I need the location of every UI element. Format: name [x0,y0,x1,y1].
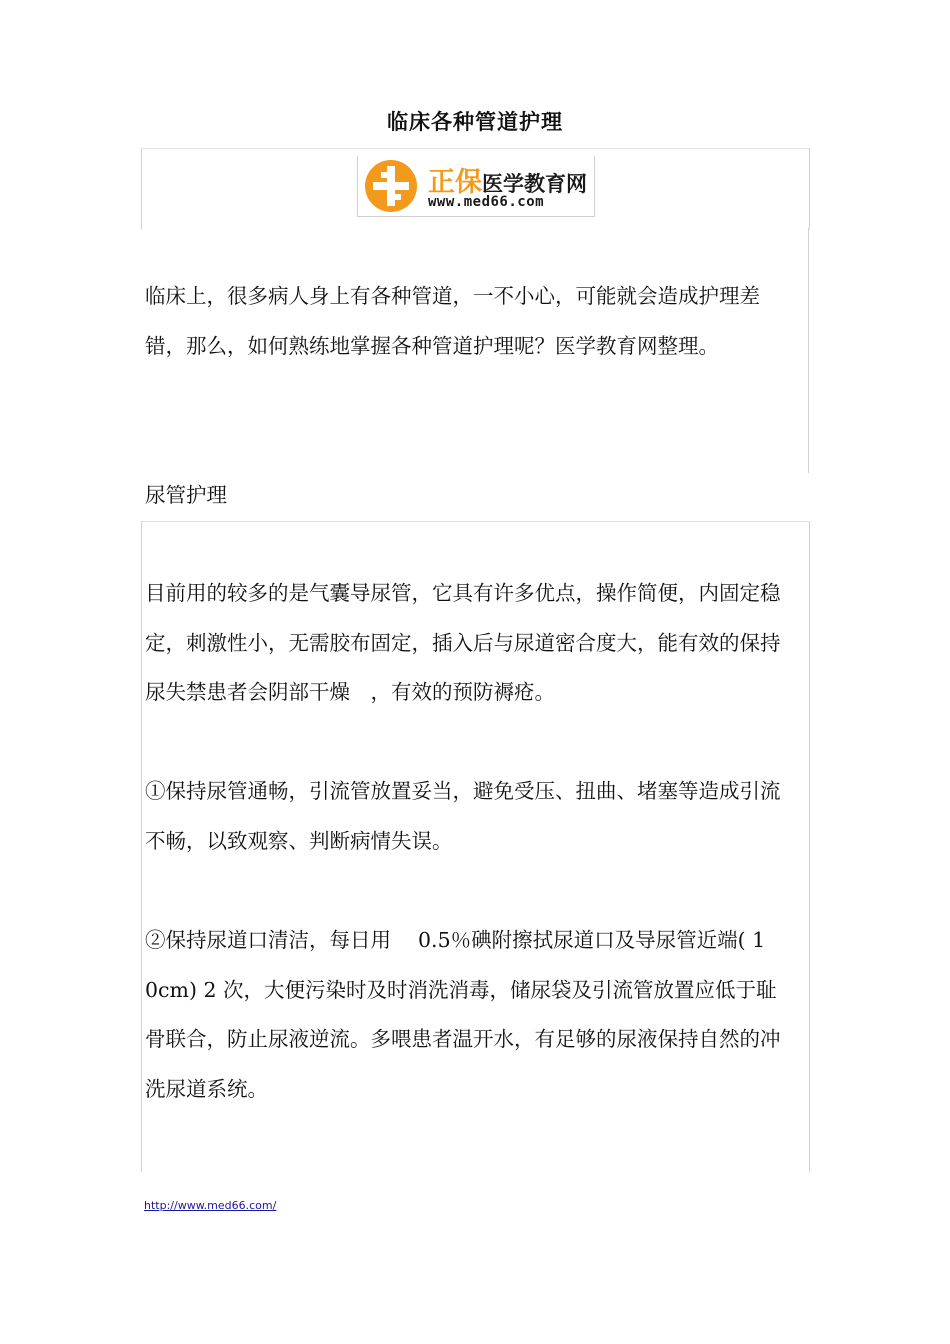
intro-paragraph: 临床上，很多病人身上有各种管道，一不小心，可能就会造成护理差错，那么，如何熟练地掌握各种管道护理呢？医学教育网整理。 [145,284,760,358]
site-logo [357,156,595,217]
body-paragraph-2: ①保持尿管通畅，引流管放置妥当，避免受压、扭曲、堵塞等造成引流不畅，以致观察、判断病情失误。 [145,779,781,853]
logo-brand: 正保 [428,167,482,198]
logo-url: www.med66.com [428,194,545,210]
logo-cross-icon [362,158,420,214]
footer-url-link[interactable]: http://www.med66.com/ [144,1199,277,1212]
body-paragraph-3: ②保持尿道口清洁，每日用 0.5％碘附擦拭尿道口及导尿管近端( 1 0cm) 2 次，大便污染时及时消洗消毒，储尿袋及引流管放置应低于耻骨联合，防止尿液逆流。多喂患者温开水，有足够的尿液保持自然的冲洗尿道系统。 [145,928,781,1101]
document-title: 临床各种管道护理 [387,109,563,134]
section-heading: 尿管护理 [145,483,227,507]
logo-site-name: 医学教育网 [482,172,587,196]
body-paragraph-1: 目前用的较多的是气囊导尿管，它具有许多优点，操作简便，内固定稳定，刺激性小，无需胶布固定，插入后与尿道密合度大，能有效的保持尿失禁患者会阴部干燥 ，有效的预防褥疮。 [145,581,781,704]
